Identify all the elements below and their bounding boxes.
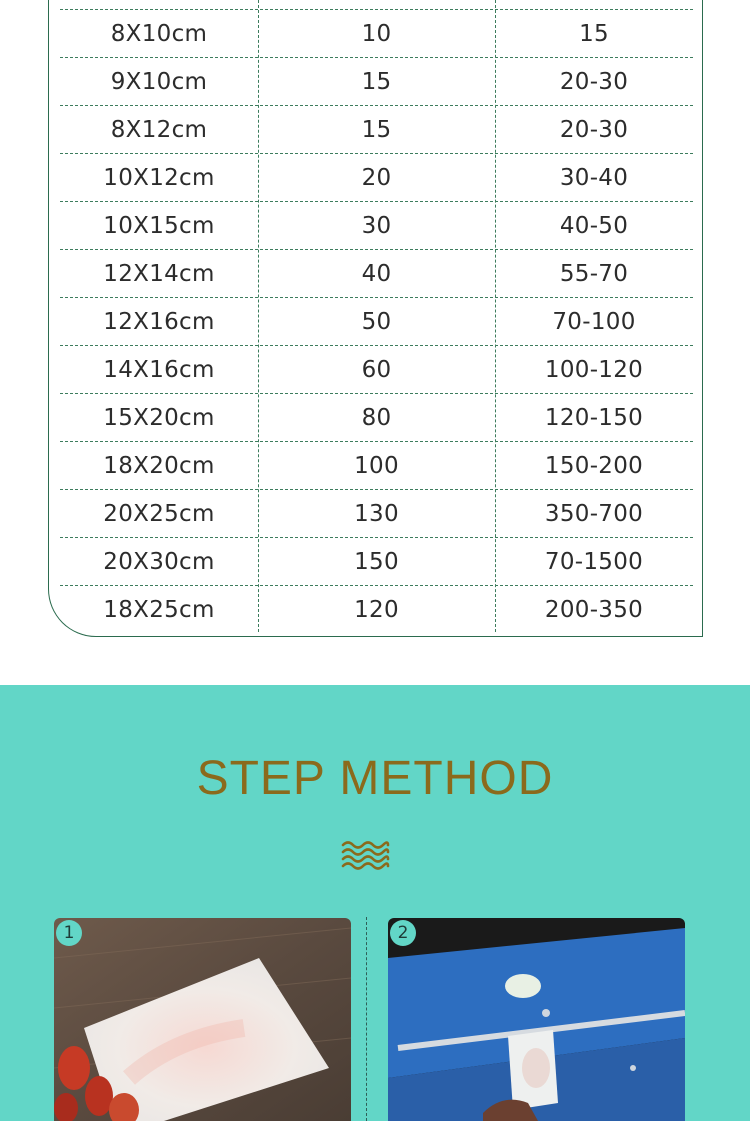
table-row xyxy=(60,154,693,202)
table-row xyxy=(60,586,693,634)
weight-cell: 80 xyxy=(361,405,392,431)
weight-cell: 150 xyxy=(354,549,399,575)
table-row xyxy=(60,106,693,154)
capacity-cell: 30-40 xyxy=(559,165,629,191)
size-cell: 10X12cm xyxy=(103,165,215,191)
capacity-cell: 100-120 xyxy=(544,357,644,383)
table-row xyxy=(60,298,693,346)
step-1-photo xyxy=(54,918,351,1121)
weight-cell: 15 xyxy=(361,117,392,143)
capacity-cell: 55-70 xyxy=(559,261,629,287)
step-2-photo xyxy=(388,918,685,1121)
step-number-badge: 2 xyxy=(390,920,416,946)
table-row xyxy=(60,442,693,490)
table-row xyxy=(60,250,693,298)
size-cell: 8X12cm xyxy=(110,117,208,143)
size-cell: 15X20cm xyxy=(103,405,215,431)
weight-cell: 20 xyxy=(361,165,392,191)
size-cell: 8X10cm xyxy=(110,21,208,47)
size-cell: 20X30cm xyxy=(103,549,215,575)
table-row-partial xyxy=(60,0,693,10)
weight-cell: 100 xyxy=(354,453,399,479)
size-cell: 18X20cm xyxy=(103,453,215,479)
weight-cell: 120 xyxy=(354,597,399,623)
size-cell: 14X16cm xyxy=(103,357,215,383)
capacity-cell: 200-350 xyxy=(544,597,644,623)
weight-cell: 10 xyxy=(361,21,392,47)
size-cell: 12X14cm xyxy=(103,261,215,287)
size-cell: 9X10cm xyxy=(110,69,208,95)
capacity-cell: 70-100 xyxy=(552,309,636,335)
capacity-cell: 150-200 xyxy=(544,453,644,479)
weight-cell: 15 xyxy=(361,69,392,95)
weight-cell: 130 xyxy=(354,501,399,527)
capacity-cell: 15 xyxy=(579,21,609,47)
size-cell: 20X25cm xyxy=(103,501,215,527)
table-row xyxy=(60,394,693,442)
section-title: STEP METHOD xyxy=(196,752,554,805)
table-row xyxy=(60,538,693,586)
capacity-cell: 40-50 xyxy=(559,213,629,239)
tea-bag-on-wood-image xyxy=(54,918,351,1121)
capacity-cell: 20-30 xyxy=(559,117,629,143)
size-cell: 10X15cm xyxy=(103,213,215,239)
weight-cell: 30 xyxy=(361,213,392,239)
table-row xyxy=(60,490,693,538)
weight-cell: 50 xyxy=(361,309,392,335)
step-number-badge: 1 xyxy=(56,920,82,946)
table-row xyxy=(60,58,693,106)
capacity-cell: 70-1500 xyxy=(544,549,644,575)
heat-sealer-image xyxy=(388,918,685,1121)
step-divider xyxy=(366,917,367,1121)
size-cell: 18X25cm xyxy=(103,597,215,623)
capacity-cell: 120-150 xyxy=(544,405,644,431)
weight-cell: 40 xyxy=(361,261,392,287)
table-row xyxy=(60,346,693,394)
wave-icon xyxy=(340,839,390,873)
capacity-cell: 350-700 xyxy=(544,501,644,527)
weight-cell: 60 xyxy=(361,357,392,383)
capacity-cell: 20-30 xyxy=(559,69,629,95)
table-row xyxy=(60,10,693,58)
table-row xyxy=(60,202,693,250)
size-cell: 12X16cm xyxy=(103,309,215,335)
step-method-section xyxy=(0,685,750,1121)
